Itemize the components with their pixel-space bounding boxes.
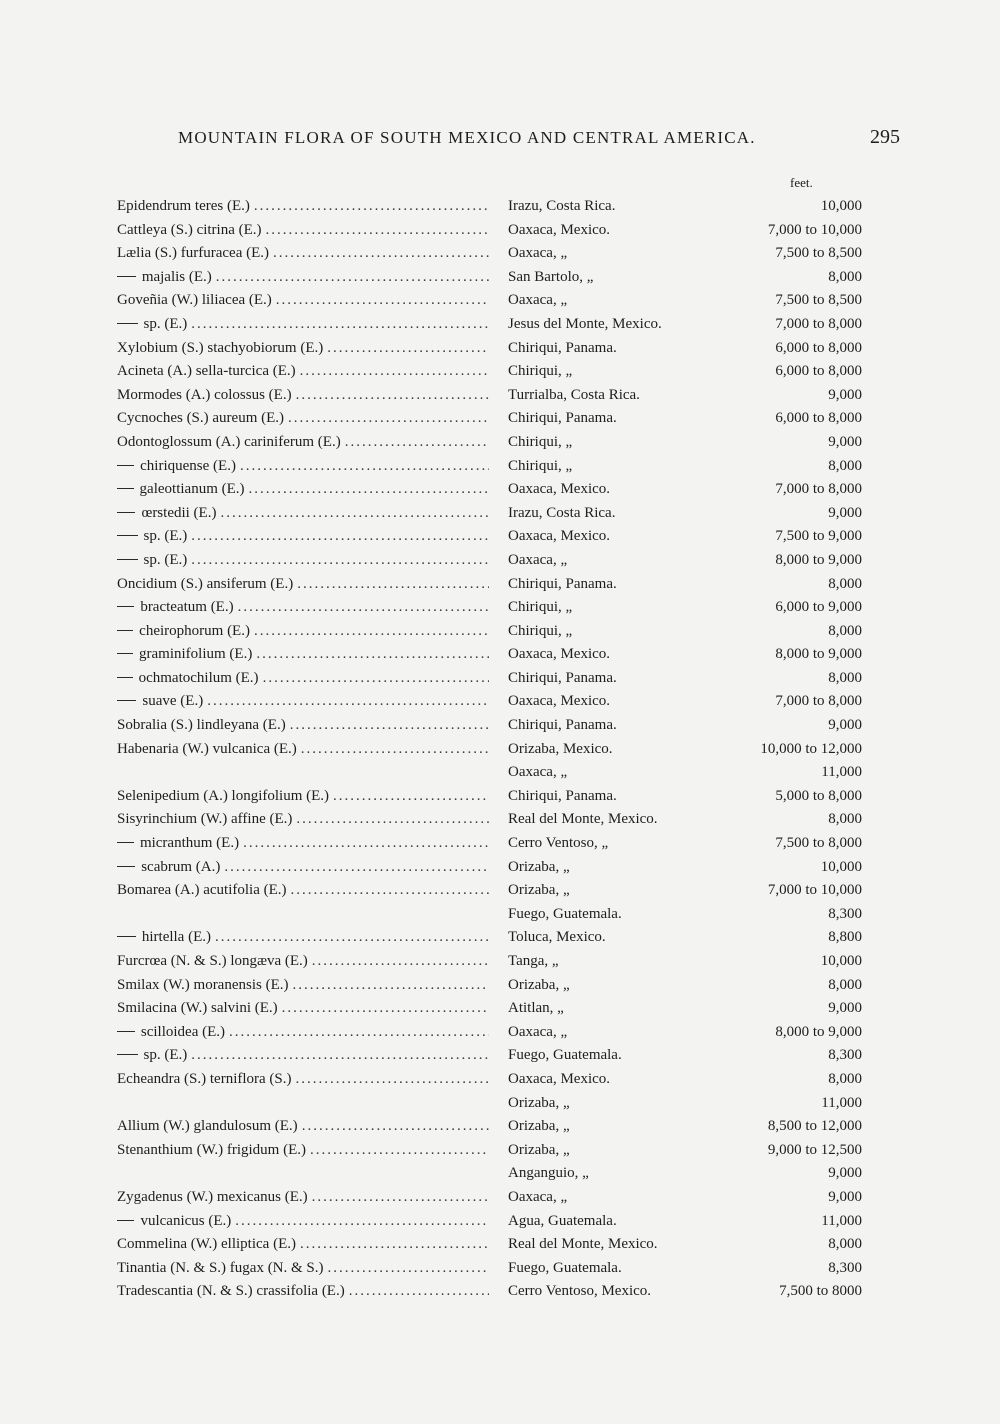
table-row [0,1280,1000,1304]
ditto-dash [117,936,136,937]
locality: Cerro Ventoso, Mexico. [508,1283,652,1300]
locality: Oaxaca, „ [508,764,568,781]
ditto-dash [117,512,135,513]
species-name-cell [117,856,489,880]
leader-dots [296,384,489,408]
ditto-dash [117,465,134,466]
ditto-dash [117,488,134,489]
species-name: Cycnoches (S.) aureum (E.) [117,410,285,427]
species-name: galeottianum (E.) [139,481,245,498]
species-name-cell [117,785,489,809]
leader-dots [191,549,489,573]
table-row [0,1257,1000,1281]
species-name-cell [117,714,489,738]
elevation: 8,000 to 9,000 [775,1023,862,1040]
species-name: Allium (W.) glandulosum (E.) [117,1118,298,1135]
locality: Oaxaca, Mexico. [508,646,611,663]
species-name-cell [117,502,489,526]
elevation: 9,000 [828,504,862,521]
locality: Orizaba, Mexico. [508,740,613,757]
table-row [0,974,1000,998]
locality: Chiriqui, Panama. [508,787,617,804]
locality: Chiriqui, „ [508,433,573,450]
species-name-cell [117,690,489,714]
ditto-dash [117,677,133,678]
species-name-cell [117,879,489,903]
locality: Orizaba, „ [508,976,570,993]
elevation: 9,000 [828,433,862,450]
table-row [0,573,1000,597]
elevation: 7,000 to 8,000 [775,693,862,710]
elevation: 8,000 [828,669,862,686]
table-row [0,384,1000,408]
table-row [0,1210,1000,1234]
elevation: 8,000 [828,1070,862,1087]
species-name: chiriquense (E.) [140,457,236,474]
locality: Orizaba, „ [508,1094,570,1111]
species-name-cell [117,337,489,361]
species-name: Stenanthium (W.) frigidum (E.) [117,1141,306,1158]
table-row [0,1115,1000,1139]
table-row [0,525,1000,549]
leader-dots [300,1233,489,1257]
elevation: 8,300 [828,905,862,922]
locality: Chiriqui, „ [508,363,573,380]
locality: Turrialba, Costa Rica. [508,386,640,403]
table-row [0,596,1000,620]
elevation: 7,000 to 10,000 [767,221,862,238]
ditto-dash [117,606,134,607]
species-name: Furcrœa (N. & S.) longæva (E.) [117,953,308,969]
locality: Oaxaca, Mexico. [508,221,611,238]
leader-dots [266,219,489,243]
species-name: Sobralia (S.) lindleyana (E.) [117,717,286,734]
locality: Toluca, Mexico. [508,929,606,946]
elevation: 10,000 to 12,000 [760,740,862,757]
leader-dots [302,1115,489,1139]
elevation: 8,000 [828,575,862,592]
elevation: 5,000 to 8,000 [775,787,862,804]
leader-dots [282,997,489,1021]
species-table [0,195,1000,1304]
elevation: 8,000 [828,976,862,993]
leader-dots [191,1044,489,1068]
leader-dots [296,1068,489,1092]
leader-dots [254,620,489,644]
species-name: majalis (E.) [141,268,212,285]
table-row [0,738,1000,762]
table-row [0,266,1000,290]
species-name: Xylobium (S.) stachyobiorum (E.) [117,339,324,356]
locality: Fuego, Guatemala. [508,1047,622,1064]
elevation: 8,000 [828,268,862,285]
elevation: 8,000 to 9,000 [775,646,862,663]
ditto-dash [117,630,133,631]
species-name: sp. (E.) [143,315,188,332]
running-head: MOUNTAIN FLORA OF SOUTH MEXICO AND CENTRAL AMERICA. [178,128,756,147]
species-name-cell [117,313,489,337]
species-name: Cattleya (S.) citrina (E.) [117,221,262,238]
species-name-cell [117,455,489,479]
elevation: 10,000 [820,858,862,875]
leader-dots [345,431,489,455]
table-row [0,1092,1000,1116]
species-name-cell [117,407,489,431]
ditto-dash [117,866,135,867]
elevation: 11,000 [821,764,862,781]
elevation: 7,500 to 8,000 [775,835,862,852]
elevation: 11,000 [821,1212,862,1229]
elevation: 6,000 to 8,000 [775,410,862,427]
locality: Chiriqui, Panama. [508,669,617,686]
species-name: Acineta (A.) sella-turcica (E.) [117,363,296,380]
locality: Chiriqui, Panama. [508,410,617,427]
species-name: Bomarea (A.) acutifolia (E.) [117,882,287,899]
leader-dots [328,1257,489,1281]
species-name: suave (E.) [142,693,204,710]
species-name-cell [117,1139,489,1163]
locality: Oaxaca, „ [508,551,568,568]
elevation: 8,300 [828,1259,862,1276]
species-name-cell [117,384,489,408]
species-name-cell [117,832,489,856]
leader-dots [249,478,489,502]
elevation: 8,300 [828,1047,862,1064]
species-name: vulcanicus (E.) [140,1212,232,1229]
species-name: Habenaria (W.) vulcanica (E.) [117,740,297,757]
species-name-cell [117,808,489,832]
table-row [0,832,1000,856]
leader-dots [297,573,489,597]
table-row [0,219,1000,243]
table-row [0,785,1000,809]
table-row [0,502,1000,526]
species-name-cell [117,1044,489,1068]
locality: Chiriqui, Panama. [508,575,617,592]
table-row [0,313,1000,337]
species-name-cell [117,431,489,455]
elevation: 10,000 [820,198,862,214]
species-name-cell [117,242,489,266]
leader-dots [238,596,489,620]
leader-dots [243,832,489,856]
leader-dots [291,879,489,903]
species-name: Selenipedium (A.) longifolium (E.) [117,787,330,804]
locality: Orizaba, „ [508,1118,570,1135]
species-name-cell [117,1115,489,1139]
leader-dots [235,1210,489,1234]
leader-dots [254,195,489,219]
leader-dots [296,808,489,832]
leader-dots [220,502,489,526]
species-name-cell [117,1233,489,1257]
table-row [0,1186,1000,1210]
locality: Irazu, Costa Rica. [508,504,616,521]
table-row [0,620,1000,644]
elevation: 11,000 [821,1094,862,1111]
leader-dots [240,455,489,479]
table-row [0,1044,1000,1068]
species-name: cheirophorum (E.) [139,622,250,639]
elevation: 7,000 to 8,000 [775,481,862,498]
species-name: Epidendrum teres (E.) [117,198,250,214]
locality: Chiriqui, Panama. [508,717,617,734]
table-row [0,879,1000,903]
locality: Oaxaca, „ [508,245,568,262]
leader-dots [256,643,489,667]
leader-dots [215,926,489,950]
elevation: 7,500 to 8,500 [775,292,862,309]
species-name-cell [117,738,489,762]
ditto-dash [117,1220,134,1221]
leader-dots [224,856,489,880]
leader-dots [273,242,489,266]
table-row [0,997,1000,1021]
species-name: Oncidium (S.) ansiferum (E.) [117,575,294,592]
species-name-cell [117,195,489,219]
elevation: 8,000 to 9,000 [775,551,862,568]
locality: Chiriqui, „ [508,457,573,474]
locality: Oaxaca, Mexico. [508,481,611,498]
leader-dots [349,1280,489,1304]
species-name-cell [117,1186,489,1210]
table-row [0,1139,1000,1163]
elevation: 6,000 to 8,000 [775,339,862,356]
locality: Real del Monte, Mexico. [508,1236,658,1253]
elevation: 9,000 [828,1188,862,1205]
species-name: graminifolium (E.) [139,646,253,663]
species-name-cell [117,926,489,950]
species-name-cell [117,950,489,974]
leader-dots [333,785,489,809]
species-name-cell [117,266,489,290]
table-row [0,549,1000,573]
species-name: Zygadenus (W.) mexicanus (E.) [117,1188,308,1205]
locality: Orizaba, „ [508,1141,570,1158]
locality: Fuego, Guatemala. [508,905,622,922]
species-name-cell [117,478,489,502]
locality: Atitlan, „ [508,1000,564,1017]
locality: Oaxaca, Mexico. [508,693,611,710]
table-row [0,1021,1000,1045]
table-row [0,1162,1000,1186]
elevation: 8,000 [828,457,862,474]
species-name-cell [117,596,489,620]
ditto-dash [117,276,136,277]
species-name: ochmatochilum (E.) [138,669,259,686]
species-name-cell [117,974,489,998]
locality: Jesus del Monte, Mexico. [508,315,662,332]
leader-dots [288,407,489,431]
species-name: Tinantia (N. & S.) fugax (N. & S.) [117,1259,324,1276]
species-name-cell [117,1210,489,1234]
species-name-cell [117,1021,489,1045]
elevation: 6,000 to 9,000 [775,599,862,616]
locality: Irazu, Costa Rica. [508,198,616,214]
elevation: 8,000 [828,1236,862,1253]
leader-dots [207,690,489,714]
elevation: 9,000 to 12,500 [767,1141,862,1158]
leader-dots [293,974,490,998]
ditto-dash [117,1054,138,1055]
ditto-dash [117,842,134,843]
page-number: 295 [870,126,900,148]
leader-dots [263,667,489,691]
locality: Cerro Ventoso, „ [508,835,609,852]
species-name-cell [117,1257,489,1281]
species-name-cell [117,667,489,691]
species-name: Goveñia (W.) liliacea (E.) [117,292,272,309]
elevation: 9,000 [828,1165,862,1182]
leader-dots [312,1186,489,1210]
species-name-cell [117,219,489,243]
ditto-dash [117,653,133,654]
species-name: hirtella (E.) [141,929,211,946]
locality: Orizaba, „ [508,882,570,899]
locality: Orizaba, „ [508,858,570,875]
species-name-cell [117,997,489,1021]
leader-dots [229,1021,489,1045]
elevation: 8,500 to 12,000 [767,1118,862,1135]
species-name-cell [117,1280,489,1304]
species-name-cell [117,643,489,667]
elevation: 9,000 [828,717,862,734]
species-name: Mormodes (A.) colossus (E.) [117,386,292,403]
table-row [0,950,1000,974]
locality: Anganguio, „ [508,1165,589,1182]
leader-dots [300,360,489,384]
elevation: 7,500 to 8000 [779,1283,862,1300]
locality: Oaxaca, „ [508,1023,568,1040]
locality: Oaxaca, Mexico. [508,528,611,545]
table-row [0,761,1000,785]
species-name: sp. (E.) [143,551,188,568]
leader-dots [312,950,489,974]
elevation-unit-header: feet. [790,175,813,190]
species-name-cell [117,549,489,573]
leader-dots [276,289,489,313]
locality: Chiriqui, Panama. [508,339,617,356]
elevation: 7,500 to 9,000 [775,528,862,545]
table-row [0,1233,1000,1257]
species-name: sp. (E.) [143,528,188,545]
elevation: 7,500 to 8,500 [775,245,862,262]
species-name: Echeandra (S.) terniflora (S.) [117,1070,292,1087]
species-name: Smilax (W.) moranensis (E.) [117,976,289,993]
locality: Real del Monte, Mexico. [508,811,658,828]
species-name: bracteatum (E.) [140,599,234,616]
elevation: 9,000 [828,386,862,403]
table-row [0,1068,1000,1092]
table-row [0,242,1000,266]
elevation: 8,000 [828,622,862,639]
species-name: scilloidea (E.) [140,1023,226,1040]
leader-dots [327,337,489,361]
table-row [0,195,1000,219]
table-row [0,431,1000,455]
species-name-cell [117,573,489,597]
species-name: micranthum (E.) [139,835,240,852]
locality: Oaxaca, Mexico. [508,1070,611,1087]
leader-dots [310,1139,489,1163]
ditto-dash [117,559,138,560]
table-row [0,289,1000,313]
elevation: 8,800 [828,929,862,946]
species-name-cell [117,1068,489,1092]
table-row [0,337,1000,361]
ditto-dash [117,700,136,701]
locality: San Bartolo, „ [508,268,594,285]
table-row [0,478,1000,502]
species-name: Tradescantia (N. & S.) crassifolia (E.) [117,1283,345,1300]
elevation: 8,000 [828,811,862,828]
locality: Chiriqui, „ [508,599,573,616]
elevation: 10,000 [820,953,862,969]
leader-dots [191,525,489,549]
species-name-cell [117,360,489,384]
species-name: Smilacina (W.) salvini (E.) [117,1000,278,1017]
species-name: sp. (E.) [143,1047,188,1064]
leader-dots [191,313,489,337]
table-row [0,856,1000,880]
table-row [0,903,1000,927]
leader-dots [301,738,489,762]
table-row [0,808,1000,832]
elevation: 9,000 [828,1000,862,1017]
species-name-cell [117,289,489,313]
elevation: 7,000 to 8,000 [775,315,862,332]
table-row [0,407,1000,431]
table-row [0,926,1000,950]
elevation: 6,000 to 8,000 [775,363,862,380]
table-row [0,714,1000,738]
ditto-dash [117,1031,135,1032]
species-name: scabrum (A.) [141,858,221,875]
species-name: œrstedii (E.) [141,504,217,521]
species-name: Lælia (S.) furfuracea (E.) [117,245,270,262]
locality: Chiriqui, „ [508,622,573,639]
locality: Tanga, „ [508,953,559,969]
leader-dots [290,714,489,738]
locality: Oaxaca, „ [508,1188,568,1205]
locality: Agua, Guatemala. [508,1212,617,1229]
table-row [0,690,1000,714]
species-name-cell [117,620,489,644]
locality: Fuego, Guatemala. [508,1259,622,1276]
table-row [0,455,1000,479]
species-name: Sisyrinchium (W.) affine (E.) [117,811,293,828]
species-name: Commelina (W.) elliptica (E.) [117,1236,296,1253]
elevation: 7,000 to 10,000 [767,882,862,899]
ditto-dash [117,535,138,536]
species-name-cell [117,525,489,549]
species-name: Odontoglossum (A.) cariniferum (E.) [117,433,341,450]
table-row [0,360,1000,384]
table-row [0,667,1000,691]
locality: Oaxaca, „ [508,292,568,309]
ditto-dash [117,323,138,324]
leader-dots [216,266,489,290]
table-row [0,643,1000,667]
